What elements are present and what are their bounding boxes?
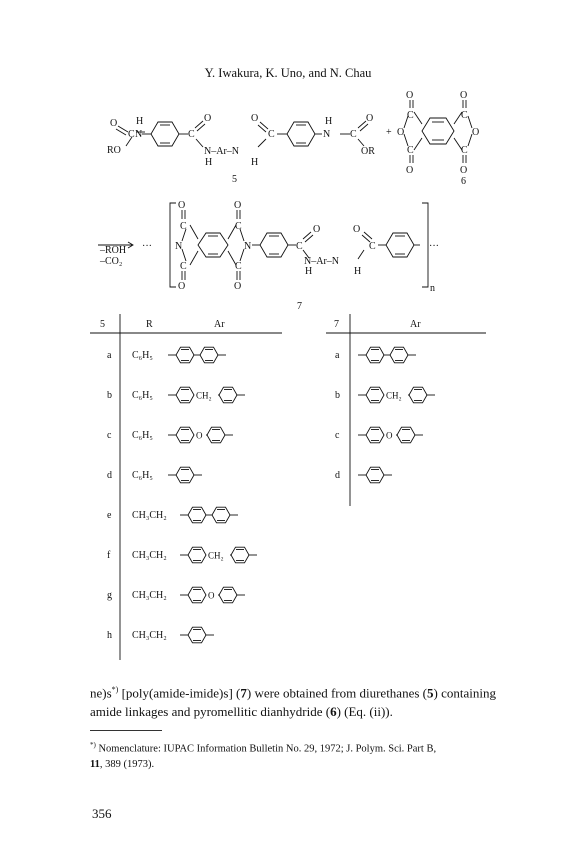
reaction-scheme-product — [0, 195, 576, 315]
table-row — [335, 467, 392, 483]
footnote-text: , 389 (1973). — [99, 758, 155, 770]
oxy-linker: O — [386, 430, 393, 441]
table-row — [107, 587, 245, 603]
atom-o: O — [234, 200, 242, 211]
row-id: h — [107, 630, 112, 641]
atom-n: N — [135, 129, 143, 140]
atom-o: O — [353, 224, 361, 235]
footnote-volume: 11 — [90, 758, 100, 770]
atom-h: H — [251, 157, 259, 168]
row-id: f — [107, 550, 111, 561]
body-text: ) (Eq. (ii)). — [336, 704, 393, 720]
table-5-header-r: R — [146, 319, 153, 330]
atom-c: C — [188, 129, 195, 140]
footnote-text: Nomenclature: IUPAC Information Bulletin No. 29, 1972; J. Polym. Sci. Part B, — [95, 743, 437, 755]
plus-sign: + — [386, 127, 392, 138]
substituent-r: C₆H₅ — [132, 470, 153, 481]
atom-o: O — [406, 90, 414, 101]
compound-ref-5: 5 — [426, 685, 434, 701]
atom-h: H — [136, 116, 144, 127]
oxy-linker: O — [208, 590, 215, 601]
repeat-subscript-n: n — [430, 283, 435, 294]
table-row — [335, 347, 416, 363]
compound-label-7: 7 — [297, 301, 302, 312]
ch2-linker: CH₂ — [196, 390, 212, 401]
table-5-header-ar: Ar — [214, 319, 225, 330]
substituent-r: CH₃CH₂ — [132, 630, 167, 641]
atom-c: C — [407, 145, 414, 156]
row-id: c — [335, 430, 340, 441]
row-id: b — [335, 390, 340, 401]
table-5-header-id: 5 — [100, 319, 105, 330]
atom-o: O — [251, 113, 259, 124]
atom-o: O — [460, 90, 468, 101]
atom-c: C — [461, 110, 468, 121]
footnote-marker: *) — [111, 685, 119, 694]
footnote-rule — [90, 730, 162, 731]
table-7-body — [326, 314, 486, 506]
row-id: e — [107, 510, 112, 521]
atom-o: O — [313, 224, 321, 235]
alkoxy-ro: RO — [107, 145, 121, 156]
compound-ref-7: 7 — [240, 685, 247, 701]
atom-c: C — [369, 241, 376, 252]
atom-c: C — [268, 129, 275, 140]
row-id: g — [107, 590, 112, 601]
alkoxy-or: OR — [361, 146, 375, 157]
row-id: c — [107, 430, 112, 441]
atom-o: O — [406, 165, 414, 176]
substituent-r: C₆H₅ — [132, 350, 153, 361]
atom-c: C — [128, 129, 135, 140]
body-paragraph — [90, 680, 520, 721]
body-text: ne)s — [90, 685, 112, 701]
atom-o: O — [460, 165, 468, 176]
reaction-scheme-top — [0, 0, 576, 200]
table-row — [335, 427, 423, 443]
row-id: d — [335, 470, 340, 481]
body-text: ) were obtained from diurethanes ( — [246, 685, 427, 701]
condition-line-2: –CO₂ — [100, 256, 123, 267]
table-compound-7 — [0, 310, 576, 510]
substituent-r: CH₃CH₂ — [132, 590, 167, 601]
substituent-r: CH₃CH₂ — [132, 510, 167, 521]
atom-c: C — [180, 261, 187, 272]
atom-n: N — [244, 241, 252, 252]
table-7-header-ar: Ar — [410, 319, 421, 330]
table-row — [107, 627, 214, 643]
oxy-linker: O — [196, 430, 203, 441]
table-row — [107, 547, 257, 563]
atom-c: C — [296, 241, 303, 252]
atom-o: O — [366, 113, 374, 124]
ch2-linker: CH₂ — [386, 390, 402, 401]
row-id: a — [335, 350, 340, 361]
atom-h: H — [205, 157, 213, 168]
atom-n: N — [323, 129, 331, 140]
diamine-linker: N–Ar–N — [304, 256, 339, 267]
atom-o: O — [397, 127, 405, 138]
atom-o: O — [178, 200, 186, 211]
atom-o: O — [110, 118, 118, 129]
condition-line-1: –ROH — [100, 245, 127, 256]
diamine-linker: N–Ar–N — [204, 146, 239, 157]
compound-ref-6: 6 — [330, 704, 337, 720]
ch2-linker: CH₂ — [208, 550, 224, 561]
substituent-r: CH₃CH₂ — [132, 550, 167, 561]
atom-h: H — [325, 116, 333, 127]
row-id: b — [107, 390, 112, 401]
atom-o: O — [234, 281, 242, 292]
body-text: [poly(amide-imide)s] ( — [118, 685, 241, 701]
atom-c: C — [350, 129, 357, 140]
atom-c: C — [235, 221, 242, 232]
row-id: a — [107, 350, 112, 361]
running-header: Y. Iwakura, K. Uno, and N. Chau — [204, 66, 372, 80]
atom-c: C — [235, 261, 242, 272]
atom-o: O — [178, 281, 186, 292]
compound-label-5: 5 — [232, 174, 237, 185]
atom-o: O — [204, 113, 212, 124]
row-id: d — [107, 470, 112, 481]
body-text: ) containing amide linkages and pyromellitic dianhydride ( — [90, 685, 496, 720]
footnote-marker: *) — [90, 741, 96, 749]
page-number: 356 — [92, 806, 112, 821]
table-7-header-id: 7 — [334, 319, 339, 330]
chain-ellipsis-left: ··· — [142, 241, 152, 252]
substituent-r: C₆H₅ — [132, 390, 153, 401]
atom-c: C — [180, 221, 187, 232]
footnote — [90, 738, 520, 772]
atom-h: H — [354, 266, 362, 277]
chain-ellipsis-right: ··· — [429, 241, 439, 252]
atom-c: C — [461, 145, 468, 156]
atom-h: H — [305, 266, 313, 277]
atom-c: C — [407, 110, 414, 121]
substituent-r: C₆H₅ — [132, 430, 153, 441]
compound-label-6: 6 — [461, 176, 466, 187]
atom-n: N — [175, 241, 183, 252]
atom-o: O — [472, 127, 480, 138]
